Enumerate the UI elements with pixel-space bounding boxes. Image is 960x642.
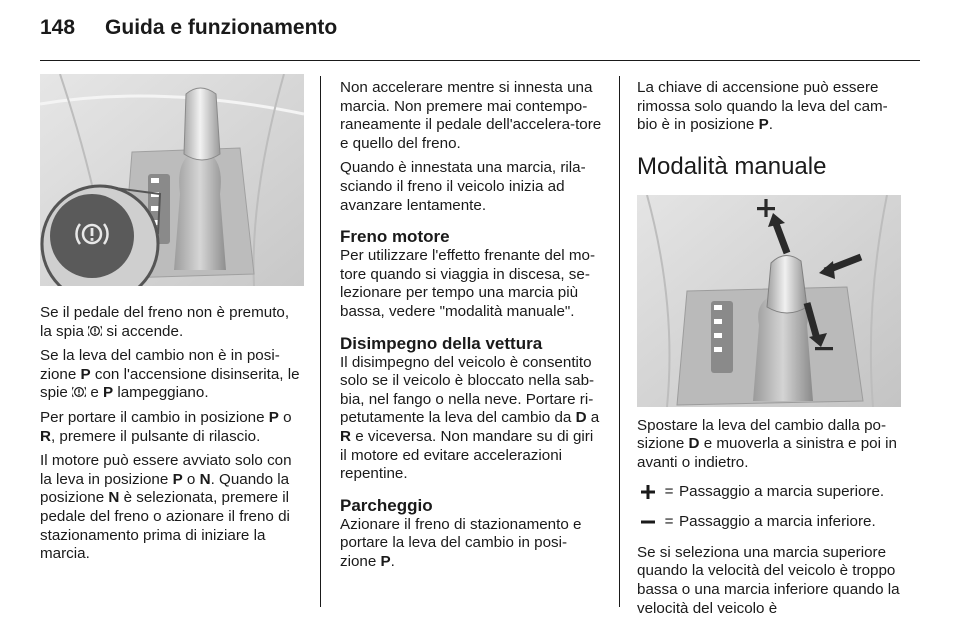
manual-mode-illustration [637,195,901,407]
paragraph: Per utilizzare l'effetto frenante del mo-tore quando si viaggia in discesa, se-lezionare per tempo una marcia più bassa, vedere "modalità manuale". [340,247,596,320]
manual-mode-figure [637,195,901,407]
parking-brake-lamp-icon [72,385,86,399]
paragraph: Spostare la leva del cambio dalla po-sizione D e muoverla a sinistra e poi in avanti o indietro. [637,416,898,471]
column-3 [637,79,901,624]
paragraph: Il motore può essere avviato solo con la leva in posizione P o N. Quando la posizione N è selezionata, premere il pedale del freno o azionare il freno di stazionamento prima di iniziare la marcia. [40,452,292,563]
column-divider [619,76,620,607]
legend-text: Passaggio a marcia inferiore. [679,513,876,531]
header-rule [40,60,920,61]
paragraph: Se la leva del cambio non è in posi-zione P con l'accensione disinserita, le spie e P lampeggiano. [40,347,300,402]
section-heading-disimpegno: Disimpegno della vettura [340,333,543,353]
column-1 [40,74,304,570]
paragraph: La chiave di accensione può essere rimossa solo quando la leva del cam-bio è in posizione P. [637,79,888,134]
paragraph: Se il pedale del freno non è premuto, la spia si accende. [40,304,290,340]
paragraph: Il disimpegno del veicolo è consentito solo se il veicolo è bloccato nella sab-bia, nel fango o nella neve. Portare ri-petutamente la leva del cambio da D a R e viceversa. Non mandare su di giri il motore ed evitare accelerazioni repentine. [340,353,600,483]
gear-lever-figure [40,74,304,286]
parking-brake-lamp-icon [88,324,102,338]
page-header [40,16,337,50]
plus-icon [637,483,659,501]
paragraph: Se si seleziona una marcia superiore quando la velocità del veicolo è troppo bassa o una marcia inferiore quando la velocità del veicolo è [637,543,900,617]
minus-icon [637,513,659,531]
gear-lever-illustration [40,74,304,286]
section-heading-parcheggio: Parcheggio [340,495,433,515]
legend-text: Passaggio a marcia superiore. [679,482,885,500]
section-heading-modalita-manuale: Modalità manuale [637,152,827,180]
section-heading-freno-motore: Freno motore [340,227,450,247]
column-2 [340,79,603,577]
paragraph: Per portare il cambio in posizione P o R, premere il pulsante di rilascio. [40,408,292,445]
minus-icon [815,347,833,350]
paragraph: Non accelerare mentre si innesta una marcia. Non premere mai contempo-raneamente il pedale dell'accelera-tore e quello del freno. [340,79,602,152]
page-number: 148 [40,16,76,39]
chapter-title: Guida e funzionamento [105,16,338,39]
paragraph: Quando è innestata una marcia, rila-sciando il freno il veicolo inizia ad avanzare lentamente. [340,159,586,214]
legend-row-upshift: = Passaggio a marcia superiore. [637,483,901,502]
paragraph: Azionare il freno di stazionamento e portare la leva del cambio in posi-zione P. [340,515,582,570]
legend-row-downshift: = Passaggio a marcia inferiore. [637,513,901,532]
column-divider [320,76,321,607]
